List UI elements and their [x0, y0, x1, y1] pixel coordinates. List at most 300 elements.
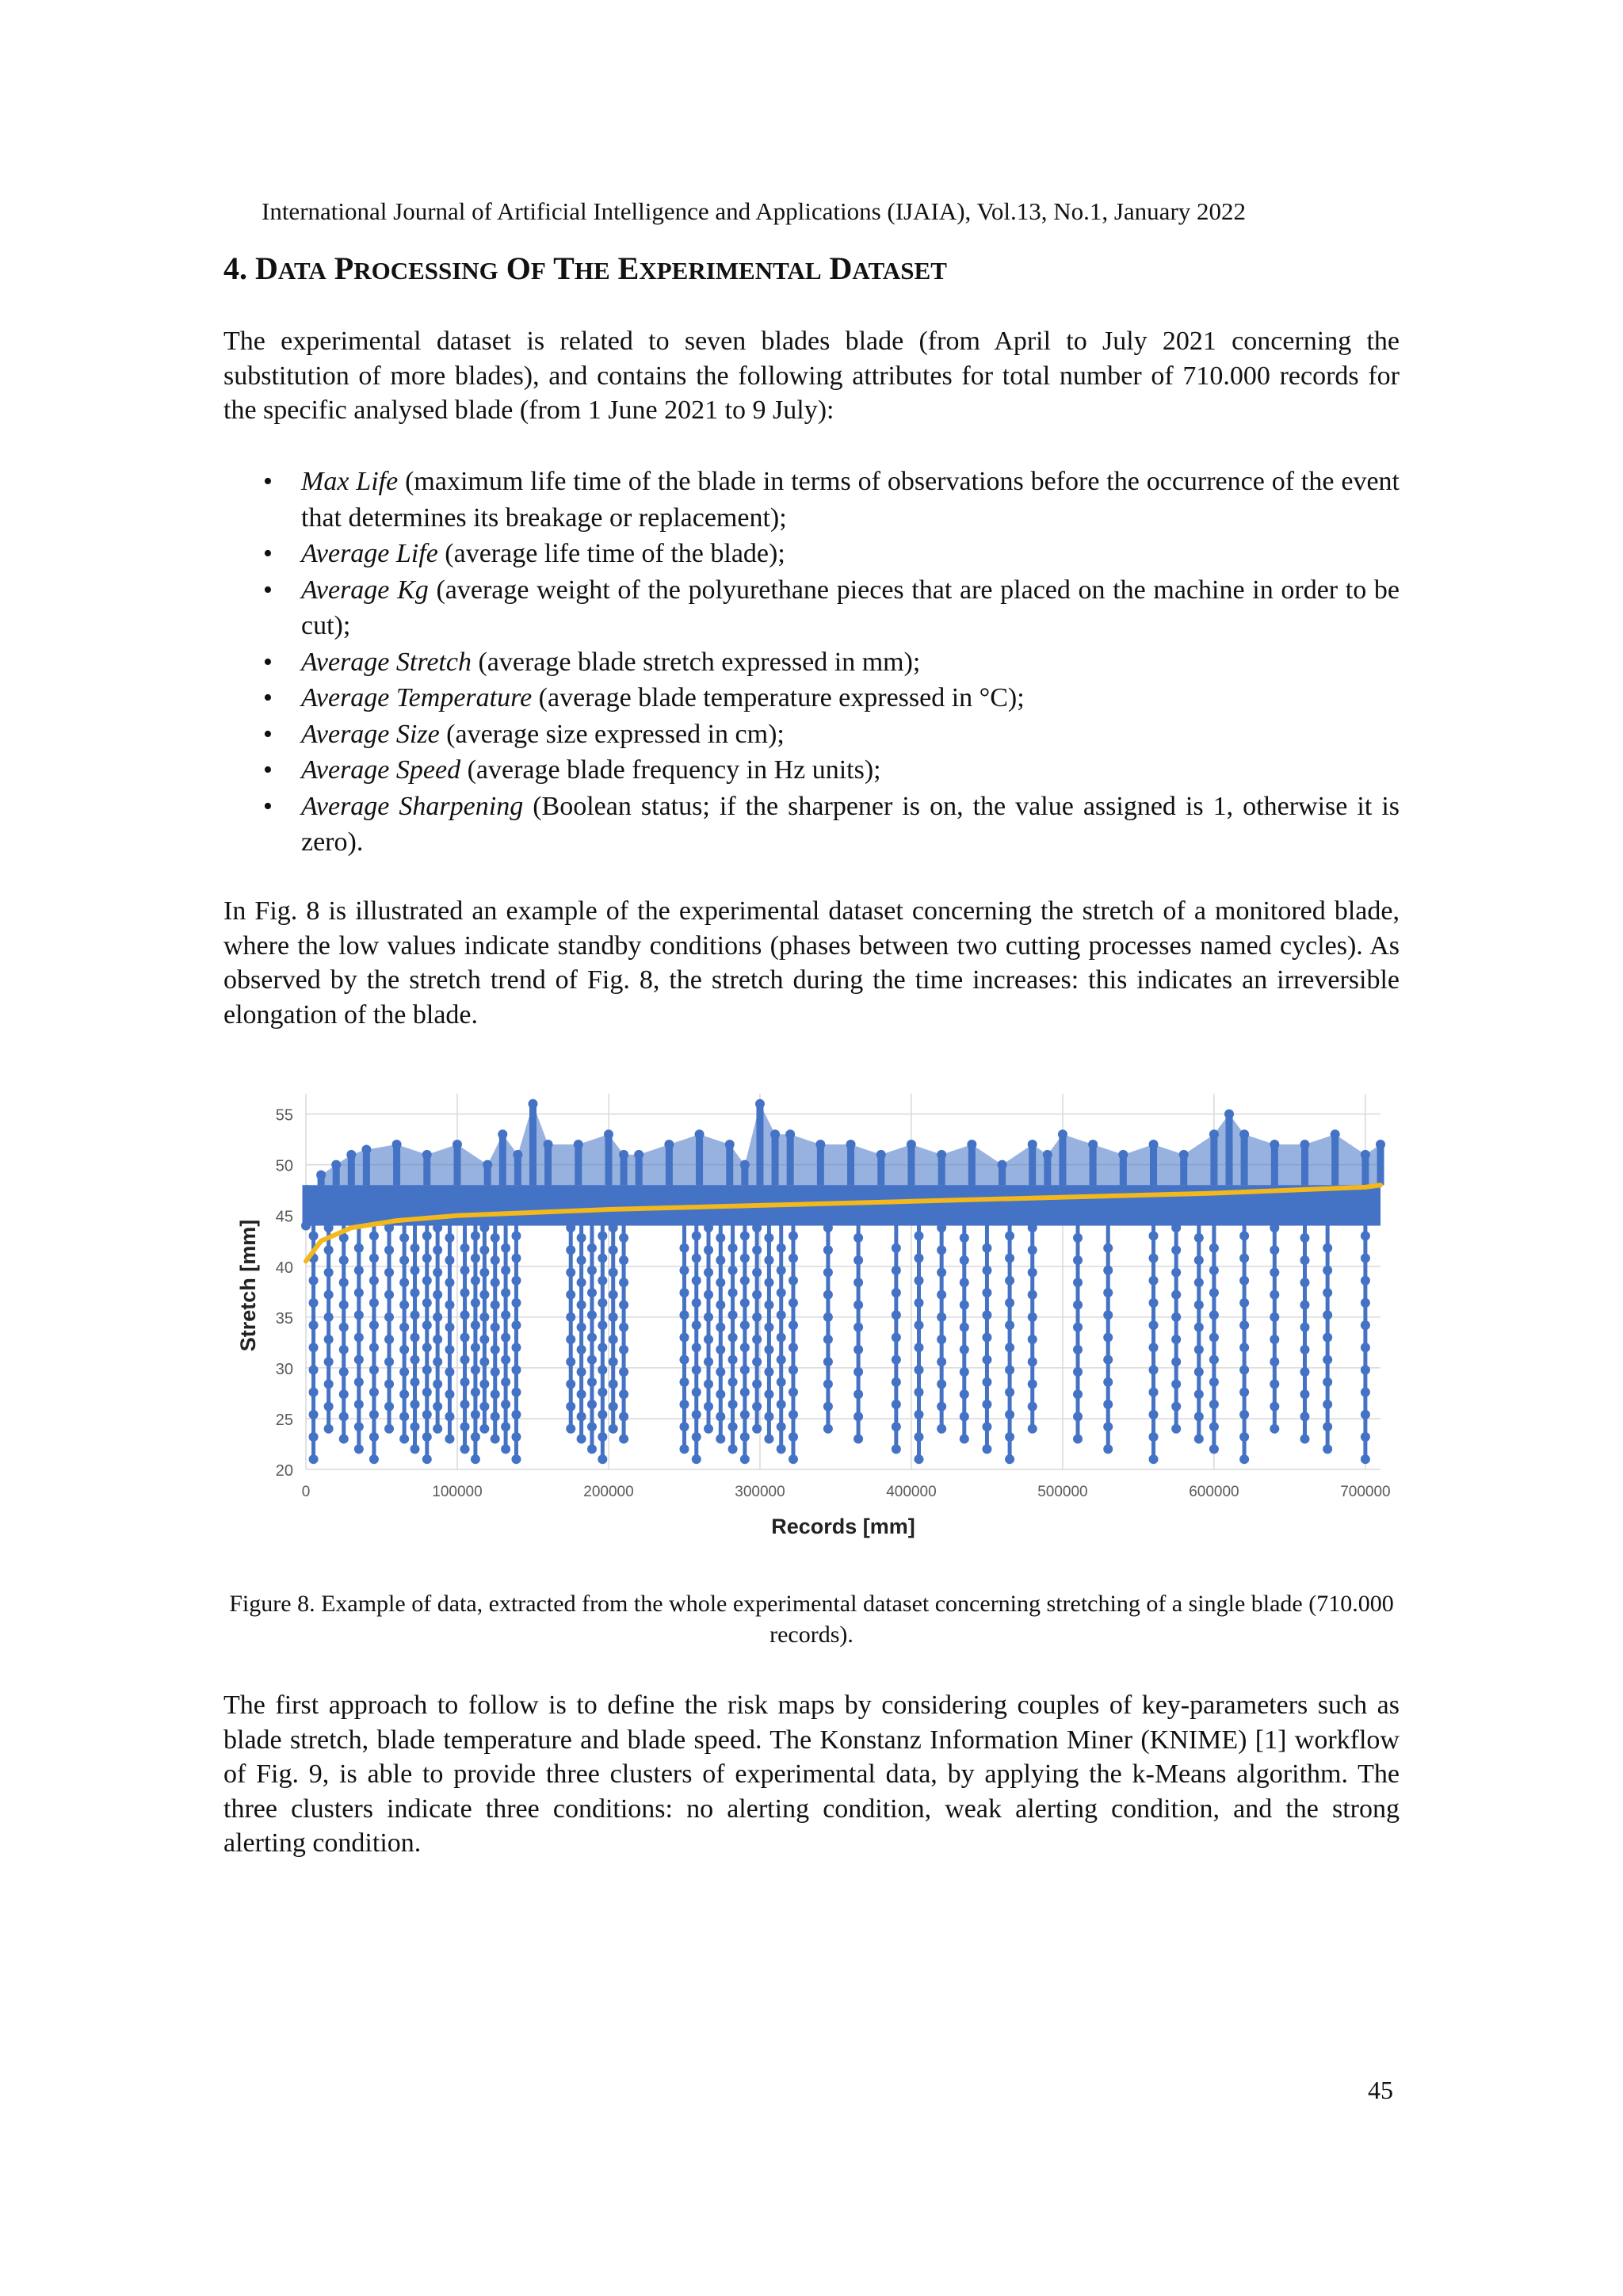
standby-point [716, 1435, 725, 1444]
standby-point [433, 1267, 442, 1277]
standby-point [354, 1400, 364, 1409]
standby-point [577, 1255, 586, 1265]
standby-point [511, 1231, 521, 1240]
standby-point [609, 1290, 618, 1300]
standby-point [369, 1432, 379, 1442]
standby-point [399, 1367, 409, 1377]
standby-point [491, 1255, 500, 1265]
standby-point [491, 1300, 500, 1309]
y-tick-label: 50 [275, 1157, 293, 1175]
attribute-desc: (average blade stretch expressed in mm); [478, 647, 921, 677]
signal-peak-point [1300, 1140, 1310, 1149]
standby-point [369, 1231, 379, 1240]
signal-peak-point [815, 1140, 825, 1149]
signal-peak-point [316, 1170, 326, 1179]
standby-point [511, 1298, 521, 1308]
standby-point [566, 1335, 575, 1344]
standby-point [491, 1389, 500, 1399]
standby-point [471, 1298, 480, 1308]
standby-point [716, 1233, 725, 1243]
standby-point [1028, 1357, 1037, 1366]
standby-point [491, 1323, 500, 1332]
x-tick-label: 0 [301, 1484, 311, 1500]
standby-point [324, 1424, 334, 1434]
y-tick-label: 55 [275, 1106, 293, 1125]
standby-point [1209, 1266, 1219, 1275]
standby-point [937, 1312, 946, 1322]
standby-point [587, 1444, 597, 1454]
standby-point [982, 1444, 991, 1454]
standby-point [1239, 1410, 1249, 1419]
standby-point [577, 1233, 586, 1243]
standby-point [1073, 1412, 1083, 1421]
standby-point [339, 1435, 349, 1444]
standby-point [1209, 1422, 1219, 1431]
standby-point [1300, 1412, 1310, 1421]
standby-point [1361, 1298, 1370, 1308]
standby-point [982, 1422, 991, 1431]
standby-point [892, 1422, 901, 1431]
standby-point [324, 1290, 334, 1300]
standby-point [460, 1332, 470, 1342]
standby-point [1005, 1410, 1014, 1419]
standby-point [339, 1412, 349, 1421]
standby-point [1171, 1312, 1181, 1322]
standby-point [982, 1266, 991, 1275]
standby-point [1270, 1402, 1279, 1412]
standby-point [960, 1345, 969, 1354]
standby-point [1270, 1267, 1279, 1277]
standby-point [937, 1267, 946, 1277]
standby-point [1270, 1379, 1279, 1389]
standby-point [692, 1365, 701, 1374]
x-axis-label: Records [mm] [771, 1515, 915, 1538]
standby-point [587, 1244, 597, 1253]
standby-point [854, 1300, 863, 1309]
standby-point [740, 1343, 750, 1352]
standby-point [309, 1320, 319, 1330]
standby-point [445, 1300, 454, 1309]
standby-point [704, 1379, 713, 1389]
attribute-desc: (average blade temperature expressed in °C); [538, 683, 1025, 712]
standby-point [501, 1288, 510, 1297]
standby-point [937, 1402, 946, 1412]
standby-point [471, 1410, 480, 1419]
x-tick-label: 500000 [1037, 1484, 1088, 1500]
standby-point [1103, 1355, 1113, 1365]
standby-point [1209, 1244, 1219, 1253]
standby-point [679, 1422, 689, 1431]
standby-point [914, 1276, 923, 1286]
standby-point [1005, 1343, 1014, 1352]
standby-point [501, 1355, 510, 1365]
standby-point [1194, 1323, 1204, 1332]
standby-point [309, 1388, 319, 1397]
standby-point [914, 1432, 923, 1442]
standby-point [587, 1310, 597, 1320]
standby-point [598, 1432, 607, 1442]
standby-point [399, 1278, 409, 1287]
standby-point [609, 1312, 618, 1322]
standby-point [479, 1424, 489, 1434]
standby-point [460, 1355, 470, 1365]
signal-peak-point [361, 1144, 371, 1154]
standby-point [460, 1377, 470, 1387]
standby-point [1028, 1312, 1037, 1322]
standby-point [354, 1377, 364, 1387]
standby-point [716, 1300, 725, 1309]
x-tick-label: 400000 [886, 1484, 937, 1500]
standby-point [960, 1435, 969, 1444]
standby-point [433, 1245, 442, 1255]
standby-point [445, 1233, 454, 1243]
standby-point [411, 1244, 420, 1253]
standby-point [411, 1288, 420, 1297]
standby-point [619, 1389, 628, 1399]
attribute-desc: (average life time of the blade); [445, 539, 785, 568]
standby-point [511, 1254, 521, 1263]
signal-peak-point [1028, 1140, 1037, 1149]
standby-point [1073, 1367, 1083, 1377]
standby-point [1239, 1454, 1249, 1464]
standby-point [619, 1412, 628, 1421]
standby-point [1194, 1278, 1204, 1287]
standby-point [937, 1379, 946, 1389]
section-number: 4. [223, 250, 247, 286]
standby-point [598, 1276, 607, 1286]
standby-point [399, 1435, 409, 1444]
standby-point [1005, 1388, 1014, 1397]
standby-point [566, 1402, 575, 1412]
standby-point [369, 1276, 379, 1286]
standby-point [411, 1400, 420, 1409]
standby-point [460, 1288, 470, 1297]
standby-point [752, 1312, 762, 1322]
standby-point [587, 1377, 597, 1387]
standby-point [1103, 1288, 1113, 1297]
signal-peak-point [544, 1140, 553, 1149]
standby-point [511, 1432, 521, 1442]
standby-point [501, 1310, 510, 1320]
standby-point [777, 1400, 786, 1409]
standby-point [1005, 1365, 1014, 1374]
standby-point [501, 1377, 510, 1387]
standby-point [1361, 1231, 1370, 1240]
signal-peak-point [604, 1129, 613, 1139]
standby-point [728, 1288, 738, 1297]
standby-point [960, 1255, 969, 1265]
standby-point [789, 1343, 798, 1352]
standby-point [1300, 1367, 1310, 1377]
standby-point [1209, 1288, 1219, 1297]
y-axis-label: Stretch [mm] [236, 1219, 260, 1352]
standby-point [369, 1410, 379, 1419]
standby-point [1149, 1254, 1159, 1263]
standby-point [577, 1412, 586, 1421]
standby-point [339, 1300, 349, 1309]
standby-point [1103, 1400, 1113, 1409]
standby-point [728, 1444, 738, 1454]
standby-point [491, 1412, 500, 1421]
standby-point [1239, 1432, 1249, 1442]
standby-point [854, 1412, 863, 1421]
standby-point [1005, 1298, 1014, 1308]
standby-point [777, 1266, 786, 1275]
standby-point [460, 1400, 470, 1409]
standby-point [960, 1389, 969, 1399]
standby-point [740, 1365, 750, 1374]
signal-peak-point [331, 1160, 341, 1170]
standby-point [399, 1233, 409, 1243]
standby-point [1171, 1402, 1181, 1412]
standby-point [1149, 1432, 1159, 1442]
standby-point [777, 1332, 786, 1342]
standby-point [1239, 1320, 1249, 1330]
signal-peak-point [346, 1150, 356, 1159]
standby-point [679, 1310, 689, 1320]
standby-point [679, 1444, 689, 1454]
standby-point [752, 1402, 762, 1412]
standby-point [728, 1244, 738, 1253]
standby-point [1270, 1357, 1279, 1366]
standby-point [1171, 1245, 1181, 1255]
standby-point [411, 1355, 420, 1365]
standby-point [679, 1244, 689, 1253]
standby-point [511, 1454, 521, 1464]
standby-point [692, 1231, 701, 1240]
standby-point [354, 1310, 364, 1320]
standby-point [1194, 1435, 1204, 1444]
standby-point [566, 1312, 575, 1322]
standby-point [854, 1367, 863, 1377]
standby-point [692, 1320, 701, 1330]
attribute-desc: (maximum life time of the blade in terms of observations before the occurrence of the event that determines its breakage or replacement); [301, 467, 1400, 533]
signal-peak-point [1224, 1110, 1234, 1119]
signal-peak-point [998, 1160, 1007, 1170]
standby-point [354, 1266, 364, 1275]
standby-point [501, 1444, 510, 1454]
standby-point [384, 1335, 394, 1344]
signal-peak-point [1239, 1129, 1249, 1139]
standby-point [740, 1410, 750, 1419]
standby-point [422, 1343, 432, 1352]
standby-point [587, 1355, 597, 1365]
standby-point [598, 1365, 607, 1374]
standby-point [433, 1357, 442, 1366]
standby-point [789, 1432, 798, 1442]
x-tick-label: 700000 [1340, 1484, 1391, 1500]
standby-point [914, 1365, 923, 1374]
standby-point [716, 1345, 725, 1354]
standby-point [1171, 1335, 1181, 1344]
list-item [223, 464, 1400, 536]
standby-point [577, 1435, 586, 1444]
standby-point [740, 1454, 750, 1464]
standby-point [471, 1343, 480, 1352]
standby-point [960, 1367, 969, 1377]
standby-point [692, 1343, 701, 1352]
list-item [223, 716, 1400, 753]
standby-point [354, 1422, 364, 1431]
standby-point [692, 1276, 701, 1286]
standby-point [619, 1233, 628, 1243]
signal-peak-point [1149, 1140, 1159, 1149]
standby-point [823, 1290, 833, 1300]
standby-point [1194, 1255, 1204, 1265]
standby-point [1361, 1432, 1370, 1442]
standby-point [1149, 1276, 1159, 1286]
standby-point [1028, 1290, 1037, 1300]
standby-point [789, 1298, 798, 1308]
standby-point [399, 1323, 409, 1332]
standby-point [1103, 1244, 1113, 1253]
standby-point [1323, 1400, 1332, 1409]
standby-point [369, 1454, 379, 1464]
standby-point [1149, 1298, 1159, 1308]
standby-point [460, 1444, 470, 1454]
standby-point [1149, 1454, 1159, 1464]
standby-point [433, 1379, 442, 1389]
standby-point [619, 1345, 628, 1354]
standby-point [422, 1254, 432, 1263]
standby-point [1103, 1266, 1113, 1275]
signal-peak-point [755, 1099, 765, 1109]
standby-point [411, 1377, 420, 1387]
standby-point [1361, 1454, 1370, 1464]
standby-point [1361, 1343, 1370, 1352]
standby-point [1028, 1402, 1037, 1412]
standby-point [491, 1367, 500, 1377]
standby-point [609, 1267, 618, 1277]
standby-point [1149, 1388, 1159, 1397]
standby-point [1073, 1389, 1083, 1399]
figure-caption: Figure 8. Example of data, extracted from the whole experimental dataset concerning stretching of a single blade (710.000 records). [229, 1591, 1394, 1648]
y-tick-label: 30 [275, 1360, 293, 1378]
standby-point [892, 1355, 901, 1365]
standby-point [598, 1343, 607, 1352]
standby-point [1103, 1332, 1113, 1342]
standby-point [1073, 1233, 1083, 1243]
standby-point [914, 1343, 923, 1352]
standby-point [1103, 1422, 1113, 1431]
standby-point [384, 1379, 394, 1389]
standby-point [892, 1266, 901, 1275]
standby-point [460, 1266, 470, 1275]
standby-point [1005, 1320, 1014, 1330]
standby-point [1323, 1288, 1332, 1297]
standby-point [982, 1400, 991, 1409]
standby-point [1073, 1278, 1083, 1287]
standby-point [1171, 1290, 1181, 1300]
standby-point [384, 1290, 394, 1300]
standby-point [1323, 1310, 1332, 1320]
standby-point [1300, 1278, 1310, 1287]
standby-point [566, 1357, 575, 1366]
signal-peak-point [725, 1140, 735, 1149]
standby-point [752, 1290, 762, 1300]
x-tick-label: 300000 [735, 1484, 785, 1500]
standby-point [369, 1298, 379, 1308]
standby-point [764, 1233, 773, 1243]
standby-point [740, 1320, 750, 1330]
standby-point [728, 1422, 738, 1431]
standby-point [823, 1357, 833, 1366]
standby-point [892, 1288, 901, 1297]
standby-point [740, 1276, 750, 1286]
signal-peak-point [846, 1140, 856, 1149]
standby-point [309, 1365, 319, 1374]
standby-point [479, 1379, 489, 1389]
standby-point [892, 1332, 901, 1342]
standby-point [566, 1245, 575, 1255]
standby-point [471, 1231, 480, 1240]
standby-point [1028, 1379, 1037, 1389]
standby-point [1149, 1365, 1159, 1374]
standby-point [479, 1402, 489, 1412]
standby-point [433, 1424, 442, 1434]
standby-point [1323, 1355, 1332, 1365]
signal-peak-point [1331, 1129, 1340, 1139]
standby-point [960, 1233, 969, 1243]
standby-point [728, 1400, 738, 1409]
y-tick-label: 40 [275, 1259, 293, 1277]
standby-point [960, 1300, 969, 1309]
standby-point [577, 1323, 586, 1332]
standby-point [740, 1432, 750, 1442]
standby-point [789, 1320, 798, 1330]
standby-point [1361, 1276, 1370, 1286]
signal-peak-point [695, 1129, 705, 1139]
standby-point [369, 1365, 379, 1374]
standby-point [1103, 1377, 1113, 1387]
standby-point [309, 1231, 319, 1240]
list-item [223, 572, 1400, 644]
attribute-desc: (average blade frequency in Hz units); [467, 755, 881, 785]
standby-point [679, 1400, 689, 1409]
standby-point [566, 1424, 575, 1434]
standby-point [789, 1365, 798, 1374]
standby-point [1323, 1422, 1332, 1431]
standby-point [445, 1367, 454, 1377]
standby-point [728, 1310, 738, 1320]
standby-point [716, 1255, 725, 1265]
standby-point [309, 1454, 319, 1464]
standby-point [324, 1335, 334, 1344]
standby-point [1073, 1435, 1083, 1444]
standby-point [1209, 1355, 1219, 1365]
standby-point [384, 1245, 394, 1255]
standby-point [1005, 1276, 1014, 1286]
standby-point [1194, 1300, 1204, 1309]
standby-point [1103, 1310, 1113, 1320]
standby-point [501, 1400, 510, 1409]
standby-point [577, 1367, 586, 1377]
standby-point [587, 1266, 597, 1275]
standby-point [692, 1298, 701, 1308]
standby-point [460, 1422, 470, 1431]
standby-point [491, 1233, 500, 1243]
standby-point [445, 1278, 454, 1287]
standby-point [823, 1424, 833, 1434]
standby-point [1194, 1233, 1204, 1243]
standby-point [960, 1323, 969, 1332]
standby-point [577, 1300, 586, 1309]
standby-point [704, 1245, 713, 1255]
standby-point [982, 1355, 991, 1365]
standby-point [619, 1435, 628, 1444]
standby-point [823, 1379, 833, 1389]
standby-point [587, 1332, 597, 1342]
